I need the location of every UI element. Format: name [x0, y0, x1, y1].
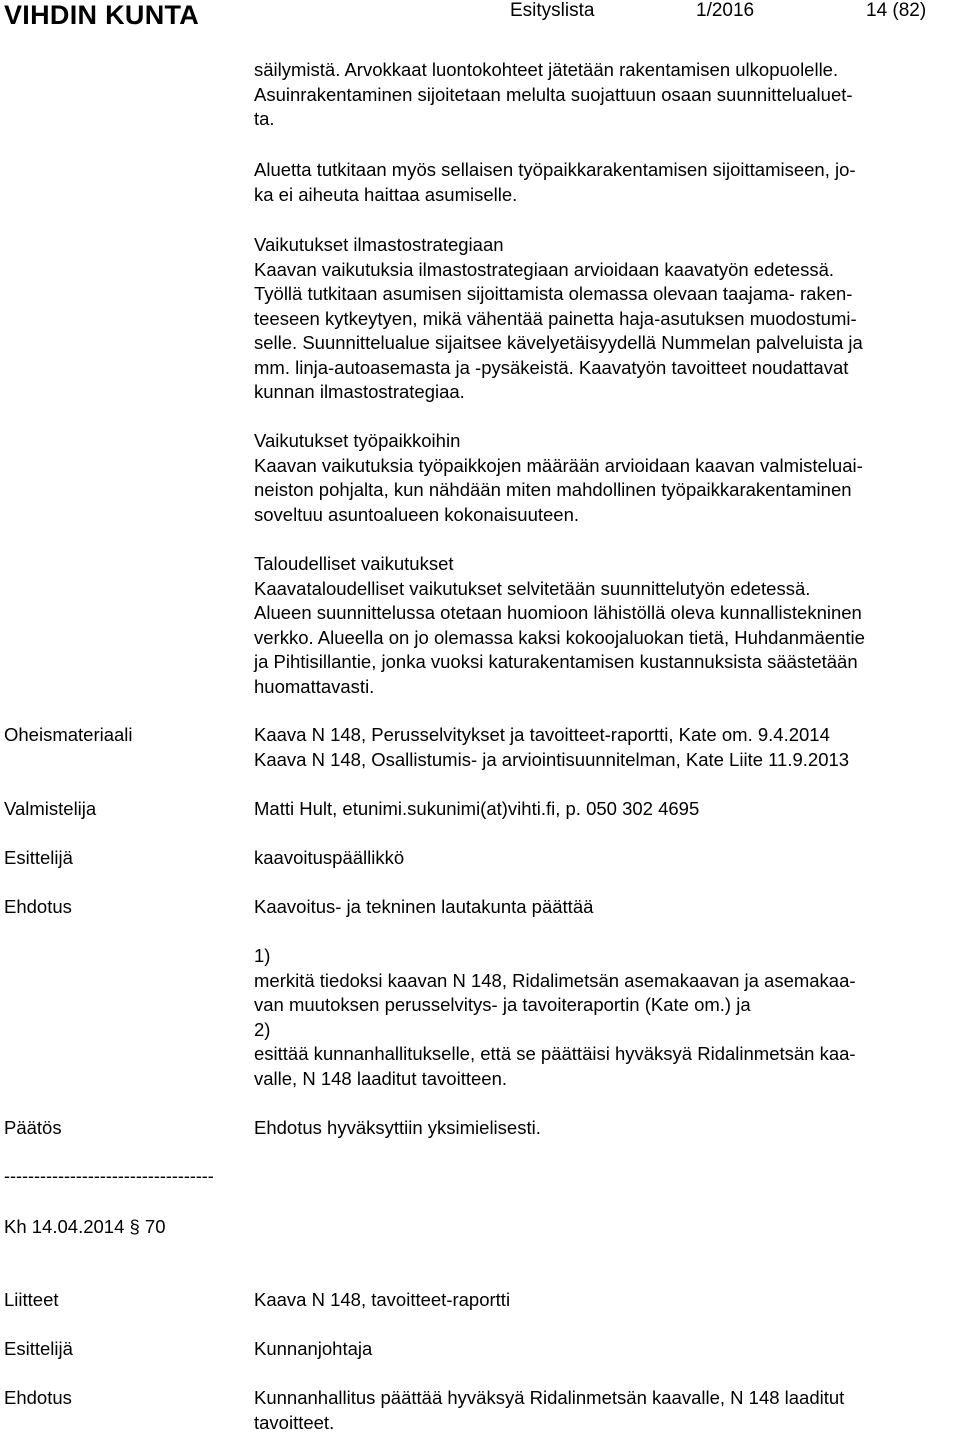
- ehdotus-items: [254, 944, 958, 1091]
- document-type: Esityslista: [510, 0, 594, 22]
- kh-esittelija-value: [254, 1337, 958, 1362]
- esittelija-label: Esittelijä: [4, 846, 73, 871]
- kh-ehdotus-value: [254, 1386, 958, 1435]
- proposal-item-number: 2): [254, 1018, 958, 1043]
- attachment-item: Kaava N 148, Perusselvitykset ja tavoitteet-raportti, Kate om. 9.4.2014: [254, 723, 958, 748]
- text-line: soveltuu asuntoalueen kokonaisuuteen.: [254, 503, 958, 528]
- text-line: Kaavan vaikutuksia työpaikkojen määrään arvioidaan kaavan valmisteluai-: [254, 454, 958, 479]
- ehdotus-label: Ehdotus: [4, 895, 72, 920]
- document-number: 1/2016: [696, 0, 754, 22]
- proposal-item-text: van muutoksen perusselvitys- ja tavoiteraportin (Kate om.) ja: [254, 993, 958, 1018]
- text-line: ta.: [254, 107, 958, 132]
- text-line: Alueen suunnittelussa otetaan huomioon lähistöllä oleva kunnallistekninen: [254, 601, 958, 626]
- section-heading: Vaikutukset ilmastostrategiaan: [254, 233, 958, 258]
- proposal-item-text: valle, N 148 laaditut tavoitteen.: [254, 1067, 958, 1092]
- kh-reference: Kh 14.04.2014 § 70: [4, 1215, 166, 1240]
- oheismateriaali-label: Oheismateriaali: [4, 723, 133, 748]
- text-line: ka ei aiheuta haittaa asumiselle.: [254, 183, 958, 208]
- section-heading: Taloudelliset vaikutukset: [254, 552, 958, 577]
- proposal-text: Kunnanhallitus päättää hyväksyä Ridalinmetsän kaavalle, N 148 laaditut: [254, 1386, 958, 1411]
- text-line: teeseen kytkeytyen, mikä vähentää painetta haja-asutuksen muodostumi-: [254, 307, 958, 332]
- kh-ehdotus-label: Ehdotus: [4, 1386, 72, 1411]
- oheismateriaali-list: [254, 723, 958, 772]
- decision-text: Ehdotus hyväksyttiin yksimielisesti.: [254, 1116, 958, 1141]
- preparer-text: Matti Hult, etunimi.sukunimi(at)vihti.fi, p. 050 302 4695: [254, 797, 958, 822]
- paragraph-economic: [254, 552, 958, 699]
- paatos-value: [254, 1116, 958, 1141]
- text-line: selle. Suunnittelualue sijaitsee kävelyetäisyydellä Nummelan palveluista ja: [254, 331, 958, 356]
- proposal-text: tavoitteet.: [254, 1411, 958, 1435]
- paatos-label: Päätös: [4, 1116, 62, 1141]
- text-line: Työllä tutkitaan asumisen sijoittamista olemassa olevaan taajama- raken-: [254, 282, 958, 307]
- text-line: Aluetta tutkitaan myös sellaisen työpaikkarakentamisen sijoittamiseen, jo-: [254, 158, 958, 183]
- proposal-text: Kaavoitus- ja tekninen lautakunta päättää: [254, 895, 958, 920]
- valmistelija-value: [254, 797, 958, 822]
- proposal-item-text: esittää kunnanhallitukselle, että se päättäisi hyväksyä Ridalinmetsän kaa-: [254, 1042, 958, 1067]
- liitteet-value: [254, 1288, 958, 1313]
- text-line: neiston pohjalta, kun nähdään miten mahdollinen työpaikkarakentaminen: [254, 478, 958, 503]
- presenter-text: kaavoituspäällikkö: [254, 846, 958, 871]
- liitteet-label: Liitteet: [4, 1288, 59, 1313]
- text-line: säilymistä. Arvokkaat luontokohteet jätetään rakentamisen ulkopuolelle.: [254, 58, 958, 83]
- section-heading: Vaikutukset työpaikkoihin: [254, 429, 958, 454]
- text-line: Kaavataloudelliset vaikutukset selvitetään suunnittelutyön edetessä.: [254, 577, 958, 602]
- paragraph-workplaces: [254, 429, 958, 527]
- text-line: ja Pihtisillantie, jonka vuoksi katurakentamisen kustannuksista säästetään: [254, 650, 958, 675]
- text-line: Kaavan vaikutuksia ilmastostrategiaan arvioidaan kaavatyön edetessä.: [254, 258, 958, 283]
- attachment-item: Kaava N 148, tavoitteet-raportti: [254, 1288, 958, 1313]
- proposal-item-number: 1): [254, 944, 958, 969]
- paragraph-climate-strategy: [254, 233, 958, 405]
- section-divider: -----------------------------------: [4, 1166, 214, 1187]
- text-line: mm. linja-autoasemasta ja -pysäkeistä. Kaavatyön tavoitteet noudattavat: [254, 356, 958, 381]
- paragraph-workplace-siting: [254, 158, 958, 207]
- valmistelija-label: Valmistelija: [4, 797, 96, 822]
- page-number: 14 (82): [866, 0, 926, 22]
- text-line: huomattavasti.: [254, 675, 958, 700]
- presenter-text: Kunnanjohtaja: [254, 1337, 958, 1362]
- ehdotus-value: [254, 895, 958, 920]
- attachment-item: Kaava N 148, Osallistumis- ja arviointisuunnitelman, Kate Liite 11.9.2013: [254, 748, 958, 773]
- kh-esittelija-label: Esittelijä: [4, 1337, 73, 1362]
- page-header: [0, 0, 960, 34]
- text-line: Asuinrakentaminen sijoitetaan melulta suojattuun osaan suunnittelualuet-: [254, 83, 958, 108]
- paragraph-intro: [254, 58, 958, 132]
- esittelija-value: [254, 846, 958, 871]
- organization-name: VIHDIN KUNTA: [4, 0, 199, 31]
- proposal-item-text: merkitä tiedoksi kaavan N 148, Ridalimetsän asemakaavan ja asemakaa-: [254, 969, 958, 994]
- text-line: verkko. Alueella on jo olemassa kaksi kokoojaluokan tietä, Huhdanmäentie: [254, 626, 958, 651]
- text-line: kunnan ilmastostrategiaa.: [254, 380, 958, 405]
